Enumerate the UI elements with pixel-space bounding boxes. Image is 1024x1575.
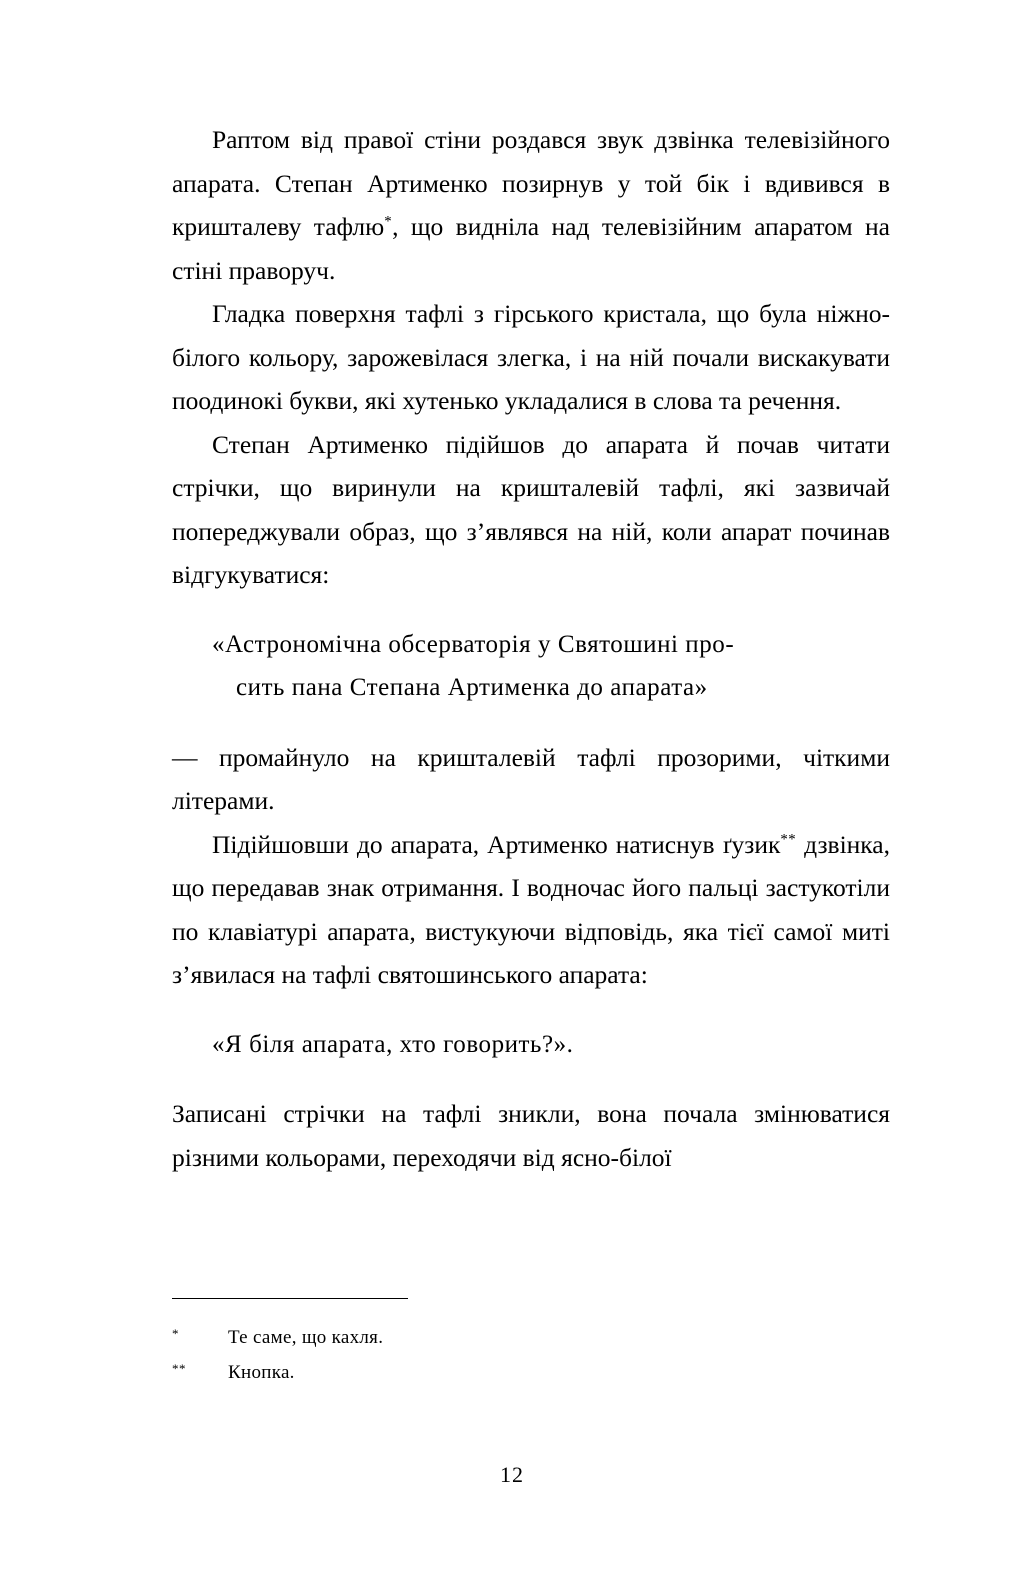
footnote-item-2-text: Кнопка. <box>228 1362 295 1383</box>
footnote-separator-rule <box>172 1298 408 1299</box>
paragraph-5-text-after-marker: дзвінка, що передавав знак отримання. І водночас його пальці застукотіли по клавіатурі апарата, вистукуючи відповідь, яка тієї самої миті з’явилася на тафлі святошинського апарата: <box>172 829 891 989</box>
footnote-area <box>172 1298 890 1391</box>
quote-block-1-line-1: «Астрономічна обсерваторія у Святошині про- <box>212 630 735 658</box>
paragraph-1-text-after-marker: , що видніла над телевізійним апаратом на стіні праворуч. <box>172 212 890 285</box>
quote-block-2 <box>172 997 850 1093</box>
quote-block-2-line-1: «Я біля апарата, хто говорить?». <box>212 1030 574 1058</box>
footnote-marker-1[interactable]: * <box>384 213 393 230</box>
quote-block-1 <box>172 597 850 736</box>
paragraph-5-text-before-marker: Підійшовши до апарата, Артименко натиснув ґузик <box>212 829 781 859</box>
body-text-column <box>172 118 890 1179</box>
footnote-item-1-marker: * <box>172 1326 179 1341</box>
paragraph-3: Степан Артименко підійшов до апарата й почав читати стрічки, що виринули на кришталевій тафлі, які зазвичай попереджували образ, що з’являвся на ній, коли апарат починав відгукуватися: <box>172 429 890 589</box>
footnote-marker-2[interactable]: ** <box>780 831 797 847</box>
quote-block-1-line-2: сить пана Степана Артименка до апарата» <box>236 674 708 701</box>
paragraph-1-text-before-marker: Раптом від правої стіни роздався звук дзвінка телевізійного апарата. Степан Артименко позирнув у той бік і вдивився в кришталеву тафлю <box>172 125 890 241</box>
footnote-item-1-text: Те саме, що кахля. <box>228 1327 384 1348</box>
page-number: 12 <box>500 1462 524 1487</box>
footnote-item-2-marker: ** <box>172 1361 186 1376</box>
paragraph-2: Гладка поверхня тафлі з гірського кристала, що була ніжно-білого кольору, зарожевілася злегка, і на ній почали вискакувати поодинокі букви, які хутенько укладалися в слова та речення. <box>172 299 890 415</box>
paragraph-4: — промайнуло на кришталевій тафлі прозорими, чіткими літерами. <box>172 742 890 815</box>
paragraph-1 <box>172 118 890 292</box>
footnote-item-1 <box>172 1321 890 1356</box>
footnote-item-2 <box>172 1356 890 1391</box>
paragraph-6: Записані стрічки на тафлі зникли, вона почала змінюватися різними кольорами, переходячи від ясно-білої <box>172 1099 890 1172</box>
paragraph-5 <box>172 823 890 997</box>
